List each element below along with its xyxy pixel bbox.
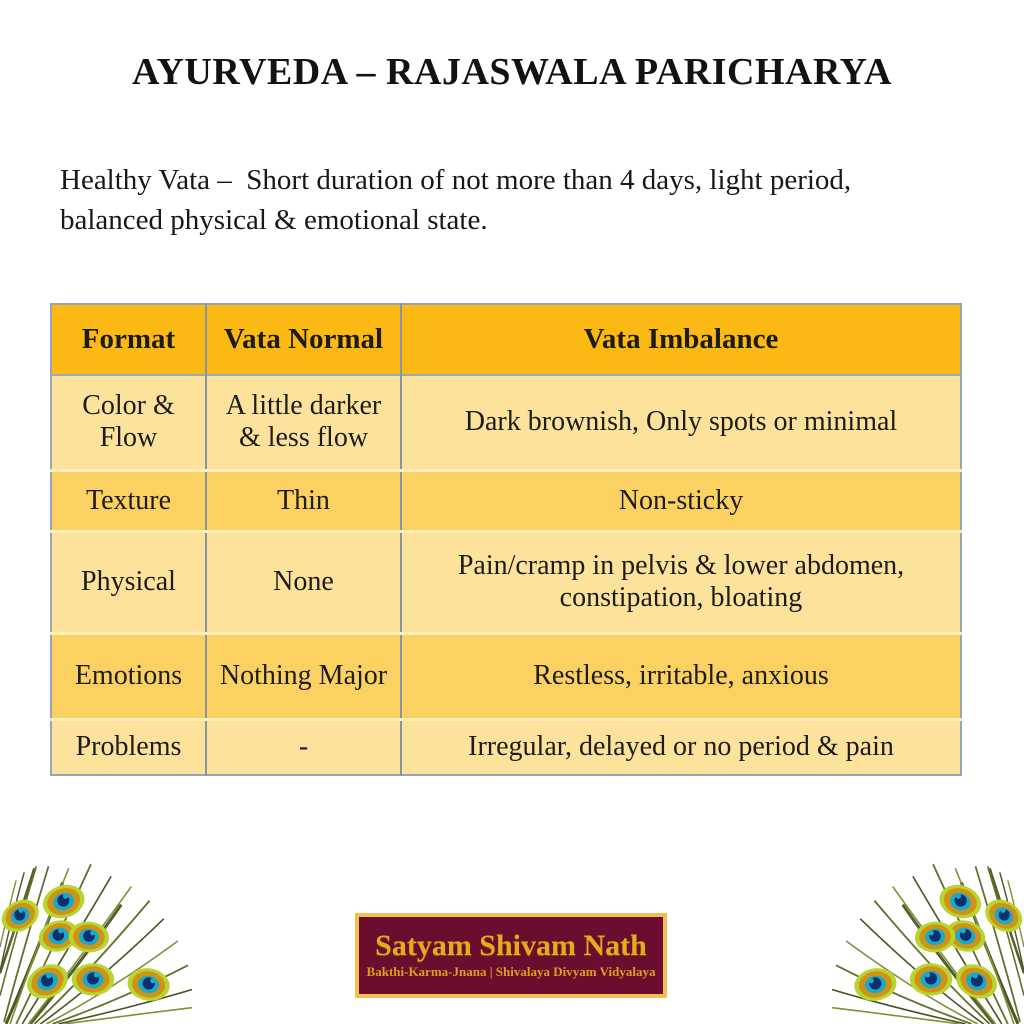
- brand-logo: [355, 913, 667, 998]
- cell-imbalance: Non-sticky: [401, 470, 961, 531]
- cell-imbalance: Restless, irritable, anxious: [401, 633, 961, 719]
- col-header-vata-normal: Vata Normal: [206, 304, 401, 375]
- table-row: [51, 531, 961, 633]
- brand-subtitle: Bakthi-Karma-Jnana | Shivalaya Divyam Vidyalaya: [366, 963, 656, 979]
- cell-format: Emotions: [51, 633, 206, 719]
- col-header-vata-imbalance: Vata Imbalance: [401, 304, 961, 375]
- table-row: [51, 633, 961, 719]
- cell-normal: A little darker & less flow: [206, 375, 401, 470]
- page-title: AYURVEDA – RAJASWALA PARICHARYA: [132, 51, 892, 93]
- peacock-feathers-icon: [0, 852, 192, 1024]
- vata-comparison-table: [50, 303, 962, 776]
- table-row: [51, 470, 961, 531]
- table-header-row: [51, 304, 961, 375]
- intro-text: Healthy Vata – Short duration of not more than 4 days, light period, balanced physical & emotional state.: [60, 164, 859, 236]
- brand-title: Satyam Shivam Nath: [375, 929, 647, 963]
- cell-normal: None: [206, 531, 401, 633]
- cell-imbalance: Pain/cramp in pelvis & lower abdomen, constipation, bloating: [401, 531, 961, 633]
- cell-format: Physical: [51, 531, 206, 633]
- cell-normal: Nothing Major: [206, 633, 401, 719]
- cell-imbalance: Irregular, delayed or no period & pain: [401, 719, 961, 775]
- cell-format: Color & Flow: [51, 375, 206, 470]
- cell-normal: Thin: [206, 470, 401, 531]
- cell-normal: -: [206, 719, 401, 775]
- peacock-feathers-icon: [832, 852, 1024, 1024]
- cell-format: Texture: [51, 470, 206, 531]
- table-row: [51, 719, 961, 775]
- table-row: [51, 375, 961, 470]
- cell-imbalance: Dark brownish, Only spots or minimal: [401, 375, 961, 470]
- cell-format: Problems: [51, 719, 206, 775]
- col-header-format: Format: [51, 304, 206, 375]
